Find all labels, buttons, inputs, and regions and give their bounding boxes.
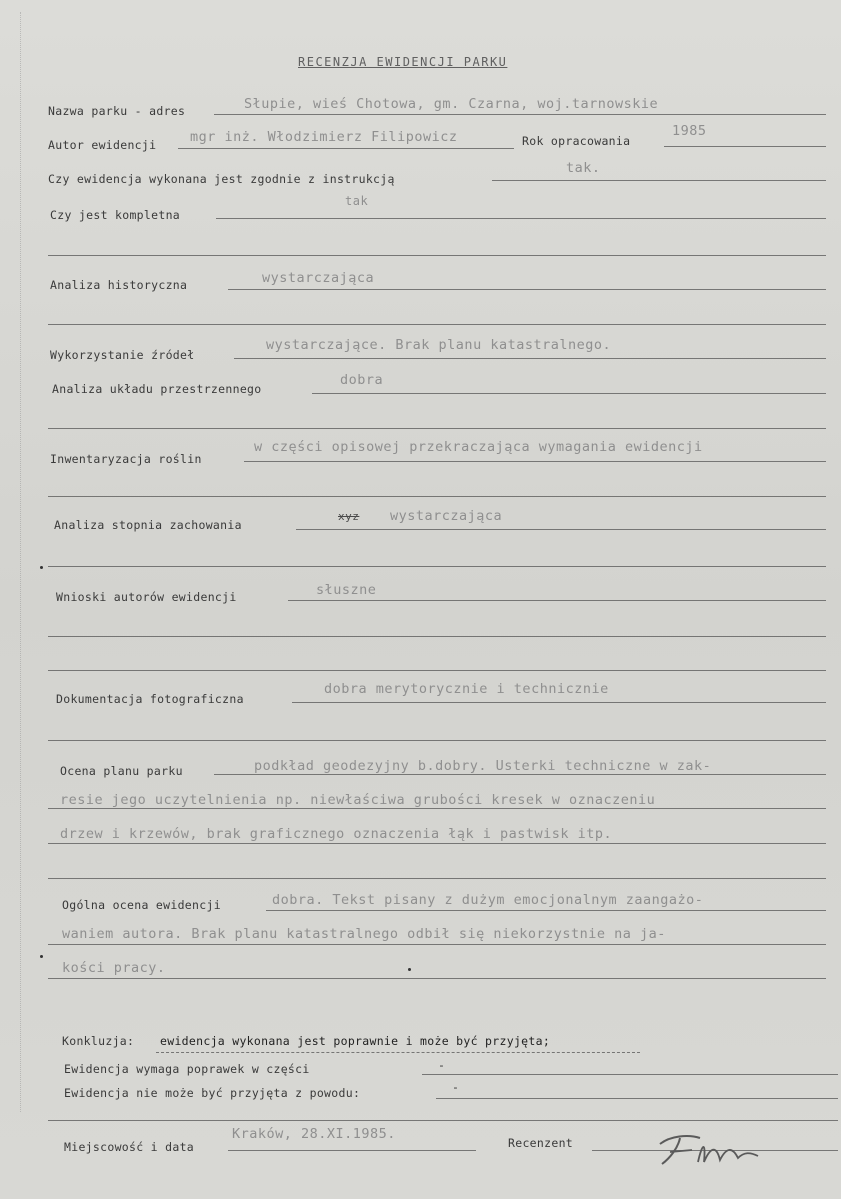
overall-label: Ogólna ocena ewidencji: [62, 898, 221, 912]
overall-line-3: kości pracy.: [62, 960, 166, 976]
corrections-label: Ewidencja wymaga poprawek w części: [64, 1062, 310, 1076]
left-margin-line: [20, 12, 23, 1112]
blank-rule-10: [48, 1120, 838, 1121]
plan-line-2: resie jego uczytelnienia np. niewłaściwa grubości kresek w oznaczeniu: [60, 792, 656, 808]
historical-label: Analiza historyczna: [50, 278, 188, 292]
place-date-rule: [228, 1150, 476, 1151]
rejected-rule: [436, 1098, 838, 1099]
historical-rule: [228, 289, 826, 290]
plan-label: Ocena planu parku: [60, 764, 183, 778]
place-date-value: Kraków, 28.XI.1985.: [232, 1126, 396, 1142]
conclusions-label: Wnioski autorów ewidencji: [56, 590, 237, 604]
park-rule: [214, 114, 826, 115]
reviewer-label: Recenzent: [508, 1136, 574, 1150]
conclusions-value: słuszne: [316, 582, 377, 598]
complete-label: Czy jest kompletna: [50, 208, 181, 222]
sources-rule: [234, 358, 826, 359]
photo-label: Dokumentacja fotograficzna: [56, 692, 244, 706]
spatial-rule: [312, 393, 826, 394]
blank-rule-6: [48, 636, 826, 637]
park-value: Słupie, wieś Chotowa, gm. Czarna, woj.tarnowskie: [244, 96, 659, 112]
year-value: 1985: [672, 123, 707, 139]
corrections-dash: -: [438, 1058, 446, 1072]
plan-rule-3: [48, 843, 826, 844]
blank-rule-7: [48, 670, 826, 671]
blank-rule-1: [48, 255, 826, 256]
preservation-rule: [296, 529, 826, 530]
overall-rule-3: [48, 978, 826, 979]
place-date-label: Miejscowość i data: [64, 1140, 195, 1154]
conclusion-value: ewidencja wykonana jest poprawnie i może być przyjęta;: [160, 1034, 551, 1048]
complete-value: tak: [345, 194, 369, 208]
blank-rule-3: [48, 428, 826, 429]
overall-rule-1: [266, 910, 826, 911]
overall-rule-2: [48, 944, 826, 945]
blank-rule-8: [48, 740, 826, 741]
plan-rule-1: [214, 774, 826, 775]
preservation-value: wystarczająca: [390, 508, 503, 524]
margin-dot: [40, 566, 43, 569]
plan-line-1: podkład geodezyjny b.dobry. Usterki techniczne w zak-: [254, 758, 712, 774]
plan-line-3: drzew i krzewów, brak graficznego oznaczenia łąk i pastwisk itp.: [60, 826, 613, 842]
document-title: RECENZJA EWIDENCJI PARKU: [298, 55, 508, 69]
blank-rule-2: [48, 324, 826, 325]
year-label: Rok opracowania: [522, 134, 631, 148]
conclusion-label: Konkluzja:: [62, 1034, 135, 1048]
blank-rule-4: [48, 496, 826, 497]
blank-rule-9: [48, 878, 826, 879]
reviewer-signature: [640, 1122, 770, 1172]
instruction-value: tak.: [566, 160, 601, 176]
park-label: Nazwa parku - adres: [48, 104, 186, 118]
plants-label: Inwentaryzacja roślin: [50, 452, 202, 466]
historical-value: wystarczająca: [262, 270, 375, 286]
year-rule: [664, 146, 826, 147]
author-value: mgr inż. Włodzimierz Filipowicz: [190, 129, 458, 145]
overall-line-2: waniem autora. Brak planu katastralnego odbił się niekorzystnie na ja-: [62, 926, 666, 942]
plan-rule-2: [48, 808, 826, 809]
plants-rule: [244, 461, 826, 462]
preservation-struck: xyz: [338, 510, 360, 523]
conclusion-underline: [156, 1052, 640, 1053]
margin-dot: [40, 955, 43, 958]
sources-value: wystarczające. Brak planu katastralnego.: [266, 337, 612, 353]
photo-value: dobra merytorycznie i technicznie: [324, 681, 609, 697]
rejected-dash: -: [452, 1080, 460, 1094]
margin-dot: [408, 968, 411, 971]
conclusions-rule: [288, 600, 826, 601]
blank-rule-5: [48, 566, 826, 567]
overall-line-1: dobra. Tekst pisany z dużym emocjonalnym zaangażo-: [272, 892, 704, 908]
rejected-label: Ewidencja nie może być przyjęta z powodu:: [64, 1086, 361, 1100]
complete-rule: [216, 218, 826, 219]
plants-value: w części opisowej przekraczająca wymagania ewidencji: [254, 439, 703, 455]
photo-rule: [292, 702, 826, 703]
author-rule: [178, 148, 514, 149]
sources-label: Wykorzystanie źródeł: [50, 348, 195, 362]
author-label: Autor ewidencji: [48, 138, 157, 152]
spatial-label: Analiza układu przestrzennego: [52, 382, 262, 396]
preservation-label: Analiza stopnia zachowania: [54, 518, 242, 532]
instruction-label: Czy ewidencja wykonana jest zgodnie z instrukcją: [48, 172, 395, 186]
instruction-rule: [492, 180, 826, 181]
spatial-value: dobra: [340, 372, 384, 388]
corrections-rule: [422, 1074, 838, 1075]
